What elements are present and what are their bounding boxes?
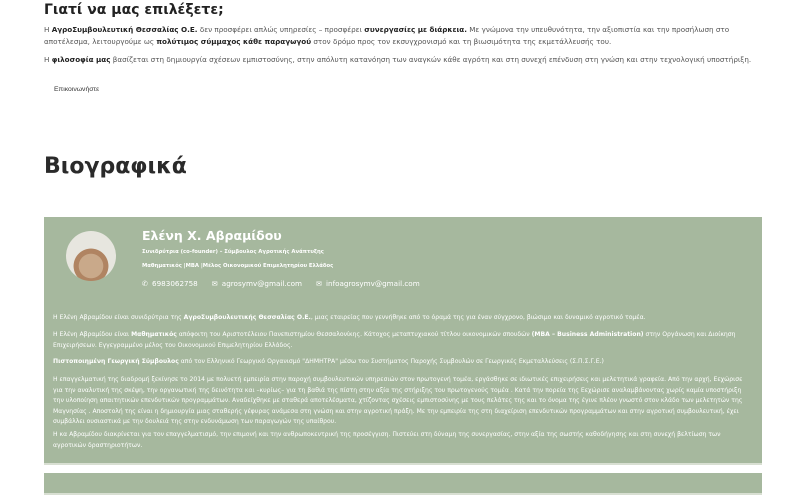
text: στην Οργάνωση και Διοίκηση Επιχειρήσεων. Εγγεγραμμένο μέλος του Οικονομικού Επιμελητηρίου Ελλάδος. (53, 331, 736, 349)
phone-text: 6983062758 (152, 279, 198, 288)
bio-paragraph (53, 313, 753, 324)
text: από τον Ελληνικό Γεωργικό Οργανισμό "ΔΗΜΗΤΡΑ" μέσω του Συστήματος Παροχής Συμβουλών σε Γεωργικές Εκμεταλλεύσεις (Σ.Π.Σ.Γ.Ε.) (178, 358, 604, 365)
profile-photo (66, 231, 116, 281)
text: Η Ελένη Αβραμίδου είναι συνιδρύτρια της (53, 314, 184, 321)
bold-text: Μαθηματικός (131, 331, 177, 338)
text: Η (44, 55, 52, 64)
bio-contacts (142, 279, 420, 288)
bold-text: ΑγροΣυμβουλευτική Θεσσαλίας Ο.Ε. (51, 25, 198, 34)
text: απόφοιτη του Αριστοτέλειου Πανεπιστημίου Θεσσαλονίκης. Κάτοχος μεταπτυχιακού τίτλου οικονομικών σπουδών (176, 331, 532, 338)
text: βασίζεται στη δημιουργία σχέσεων εμπιστοσύνης, στην απόλυτη κατανόηση των αναγκών κάθε αγρότη και στη συνεχή επένδυση στη γνώση και στην τεχνολογική υποστήριξη. (110, 55, 752, 64)
bio-credentials: Μαθηματικός |ΜΒΑ |Μέλος Οικονομικού Επιμελητηρίου Ελλάδος (142, 263, 334, 269)
bio-paragraph (53, 430, 753, 451)
bio-card-next (44, 473, 762, 495)
text: Η (44, 25, 52, 34)
bio-paragraph (53, 375, 753, 428)
bio-name: Ελένη Χ. Αβραμίδου (142, 228, 282, 243)
text: Η Ελένη Αβραμίδου είναι (53, 331, 132, 338)
text: δεν προσφέρει απλώς υπηρεσίες – προσφέρει (197, 25, 365, 34)
email-text: agrosymv@gmail.com (221, 279, 302, 288)
text: στον δρόμο προς τον εκσυγχρονισμό και τη βιωσιμότητα της εκμετάλλευσής του. (311, 37, 612, 46)
bold-text: φιλοσοφία μας (51, 55, 111, 64)
bold-text: Πιστοποιημένη Γεωργική Σύμβουλος (53, 358, 179, 365)
text: Με γνώμονα την υπευθυνότητα, την αξιοπιστία και την προσήλωση στο αποτέλεσμα, λειτουργούμε ως (44, 25, 730, 46)
bio-card (44, 217, 762, 465)
text: Η κα Αβραμίδου διακρίνεται για τον επαγγελματισμό, την επιμονή και την ανθρωποκεντρική της προσέγγιση. Πιστεύει στη δύναμη της συνεργασίας, στην αξία της σωστής καθοδήγησης και στη συνεχή βελτίωση των αγροτικών δραστηριοτήτων. (53, 431, 721, 449)
bold-text: συνεργασίες με διάρκεια. (364, 25, 467, 34)
text: , μιας εταιρείας που γεννήθηκε από το όραμά της για έναν σύγχρονο, βιώσιμο και δυναμικό αγροτικό τομέα. (310, 314, 646, 321)
why-choose-us-heading: Γιατί να μας επιλέξετε; (44, 2, 224, 18)
phone-icon: ✆ (142, 279, 149, 288)
text: Η επαγγελματική της διαδρομή ξεκίνησε το 2014 με πολυετή εμπειρία στην παροχή συμβουλευτικών υπηρεσιών στον πρωτογενή τομέα, εργάσθηκε σε ιδιωτικές επιχειρήσεις και μελετητικά γραφεία. Από την αρχή, Εεχώρισε για την αναλυτική της σκέψη, την οργανωτική της δεινότητα και –κυρίως– για τη βαθιά της πίστη στην αξία της στήριξης του πρωτογενούς τομέα . Κατά την πορεία της Εεχώρισε αναλαμβάνοντας χωρίς καμία υποστήριξη την υλοποίηση απαιτητικών επενδυτικών προγραμμάτων. Αναδείχθηκε με σταθερά αποτελέσματα, χτίζοντας σχέσεις εμπιστοσύνης με τους πελάτες της και το όνομα της έγινε πλέον γνωστό στον κλάδο των μελετητών της Μαγνησίας . Αποστολή της είναι η δημιουργία μιας σταθερής γέφυρας ανάμεσα στη γνώση και στην αγροτική πράξη. Με την εμπειρία της στη διαχείριση επενδυτικών προγραμμάτων και στην αγροτική συμβουλευτική, έχει συμβάλλει ουσιαστικά με την δουλειά της στην ενδυνάμωση των παραγωγών της υπαίθρου. (53, 376, 743, 425)
bio-paragraph (53, 330, 753, 351)
bio-paragraph (53, 357, 753, 368)
bold-text: ΑγροΣυμβουλευτικής Θεσσαλίας Ο.Ε. (183, 314, 311, 321)
bios-heading: Βιογραφικά (44, 154, 187, 179)
bold-text: (MBA – Business Administration) (531, 331, 644, 338)
phone-link[interactable] (142, 279, 198, 288)
bold-text: πολύτιμος σύμμαχος κάθε παραγωγού (156, 37, 312, 46)
why-paragraph-2 (44, 54, 764, 66)
contact-button[interactable]: Επικοινωνήστε (48, 84, 105, 95)
envelope-icon: ✉ (211, 279, 218, 288)
envelope-icon: ✉ (316, 279, 323, 288)
bio-role: Συνιδρύτρια (co-founder) – Σύμβουλος Αγροτικής Ανάπτυξης (142, 249, 324, 255)
email-text: infoagrosymv@gmail.com (326, 279, 420, 288)
email-link-2[interactable] (316, 279, 420, 288)
email-link-1[interactable] (212, 279, 302, 288)
why-paragraph-1 (44, 24, 764, 48)
